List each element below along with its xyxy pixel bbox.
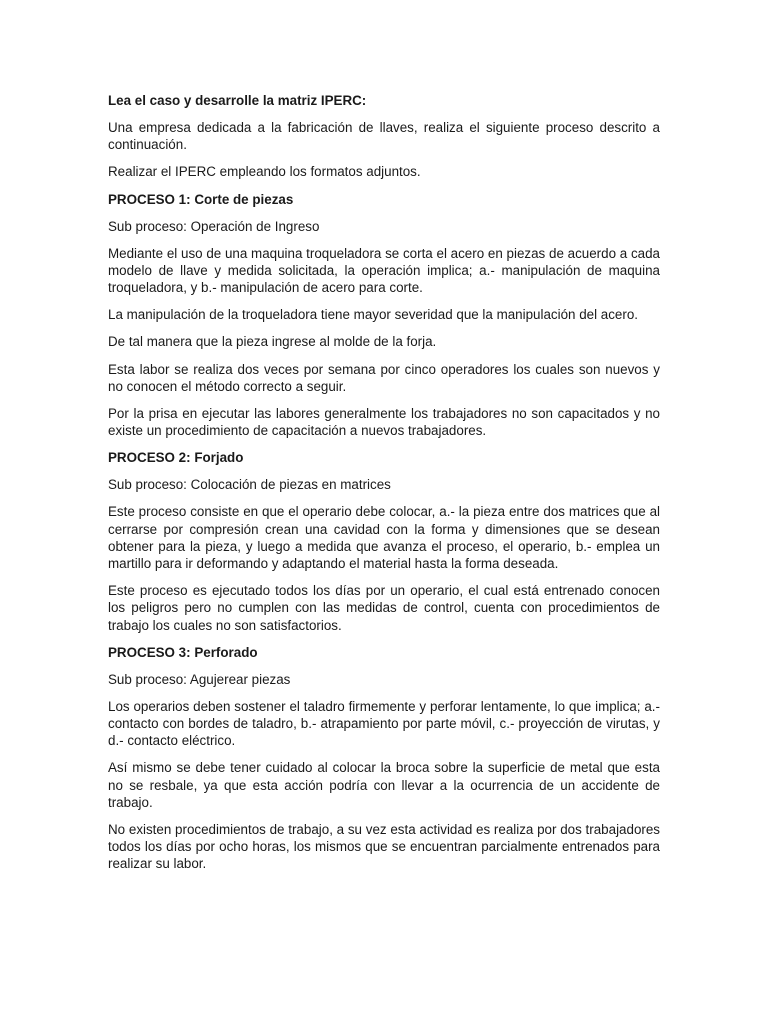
- section-paragraph: Mediante el uso de una maquina troqueladora se corta el acero en piezas de acuerdo a cada modelo de llave y medida solicitada, la operación implica; a.- manipulación de maquina troqueladora, y b.- manipulación de acero para corte.: [108, 245, 660, 296]
- section-paragraph: La manipulación de la troqueladora tiene mayor severidad que la manipulación del acero.: [108, 307, 639, 323]
- section-paragraph: Así mismo se debe tener cuidado al colocar la broca sobre la superficie de metal que esta no se resbale, ya que esta acción podría con llevar a la ocurrencia de un accidente de trabajo.: [108, 760, 660, 810]
- section-paragraph: No existen procedimientos de trabajo, a su vez esta actividad es realiza por dos trabajadores todos los días por ocho horas, los mismos que se encuentran parcialmente entrenados para realizar su labor.: [108, 822, 660, 872]
- section-proceso-2: [108, 449, 660, 633]
- section-paragraph: Los operarios deben sostener el taladro firmemente y perforar lentamente, lo que implica; a.- contacto con bordes de taladro, b.- atrapamiento por parte móvil, c.- proyección de virutas, y d.- contacto eléctrico.: [108, 698, 660, 749]
- section-heading: PROCESO 1: Corte de piezas: [108, 191, 294, 207]
- section-heading: PROCESO 2: Forjado: [108, 450, 244, 466]
- section-paragraph: Esta labor se realiza dos veces por semana por cinco operadores los cuales son nuevos y no conocen el método correcto a seguir.: [108, 361, 660, 394]
- section-heading: PROCESO 3: Perforado: [108, 644, 258, 660]
- intro-paragraph: Una empresa dedicada a la fabricación de llaves, realiza el siguiente proceso descrito a continuación.: [108, 120, 660, 153]
- section-paragraph: Por la prisa en ejecutar las labores generalmente los trabajadores no son capacitados y no existe un procedimiento de capacitación a nuevos trabajadores.: [108, 406, 660, 439]
- section-paragraph: Este proceso es ejecutado todos los días por un operario, el cual está entrenado conocen los peligros pero no cumplen con las medidas de control, cuenta con procedimientos de trabajo los cuales no son satisfactorios.: [108, 583, 660, 633]
- document-title: Lea el caso y desarrolle la matriz IPERC:: [108, 93, 367, 108]
- subprocess-label: Sub proceso: Agujerear piezas: [108, 671, 291, 687]
- section-paragraph: Este proceso consiste en que el operario debe colocar, a.- la pieza entre dos matrices que al cerrarse por compresión crean una cavidad con la forma y dimensiones que se desean obtener para la pieza, y luego a medida que avanza el proceso, el operario, b.- emplea un martillo para ir deformando y adaptando el material hasta la forma deseada.: [108, 504, 660, 572]
- section-proceso-3: [108, 644, 660, 873]
- subprocess-label: Sub proceso: Operación de Ingreso: [108, 218, 320, 234]
- section-proceso-1: [108, 191, 660, 440]
- section-paragraph: De tal manera que la pieza ingrese al molde de la forja.: [108, 334, 437, 350]
- intro-paragraph: Realizar el IPERC empleando los formatos adjuntos.: [108, 164, 421, 180]
- subprocess-label: Sub proceso: Colocación de piezas en matrices: [108, 477, 391, 493]
